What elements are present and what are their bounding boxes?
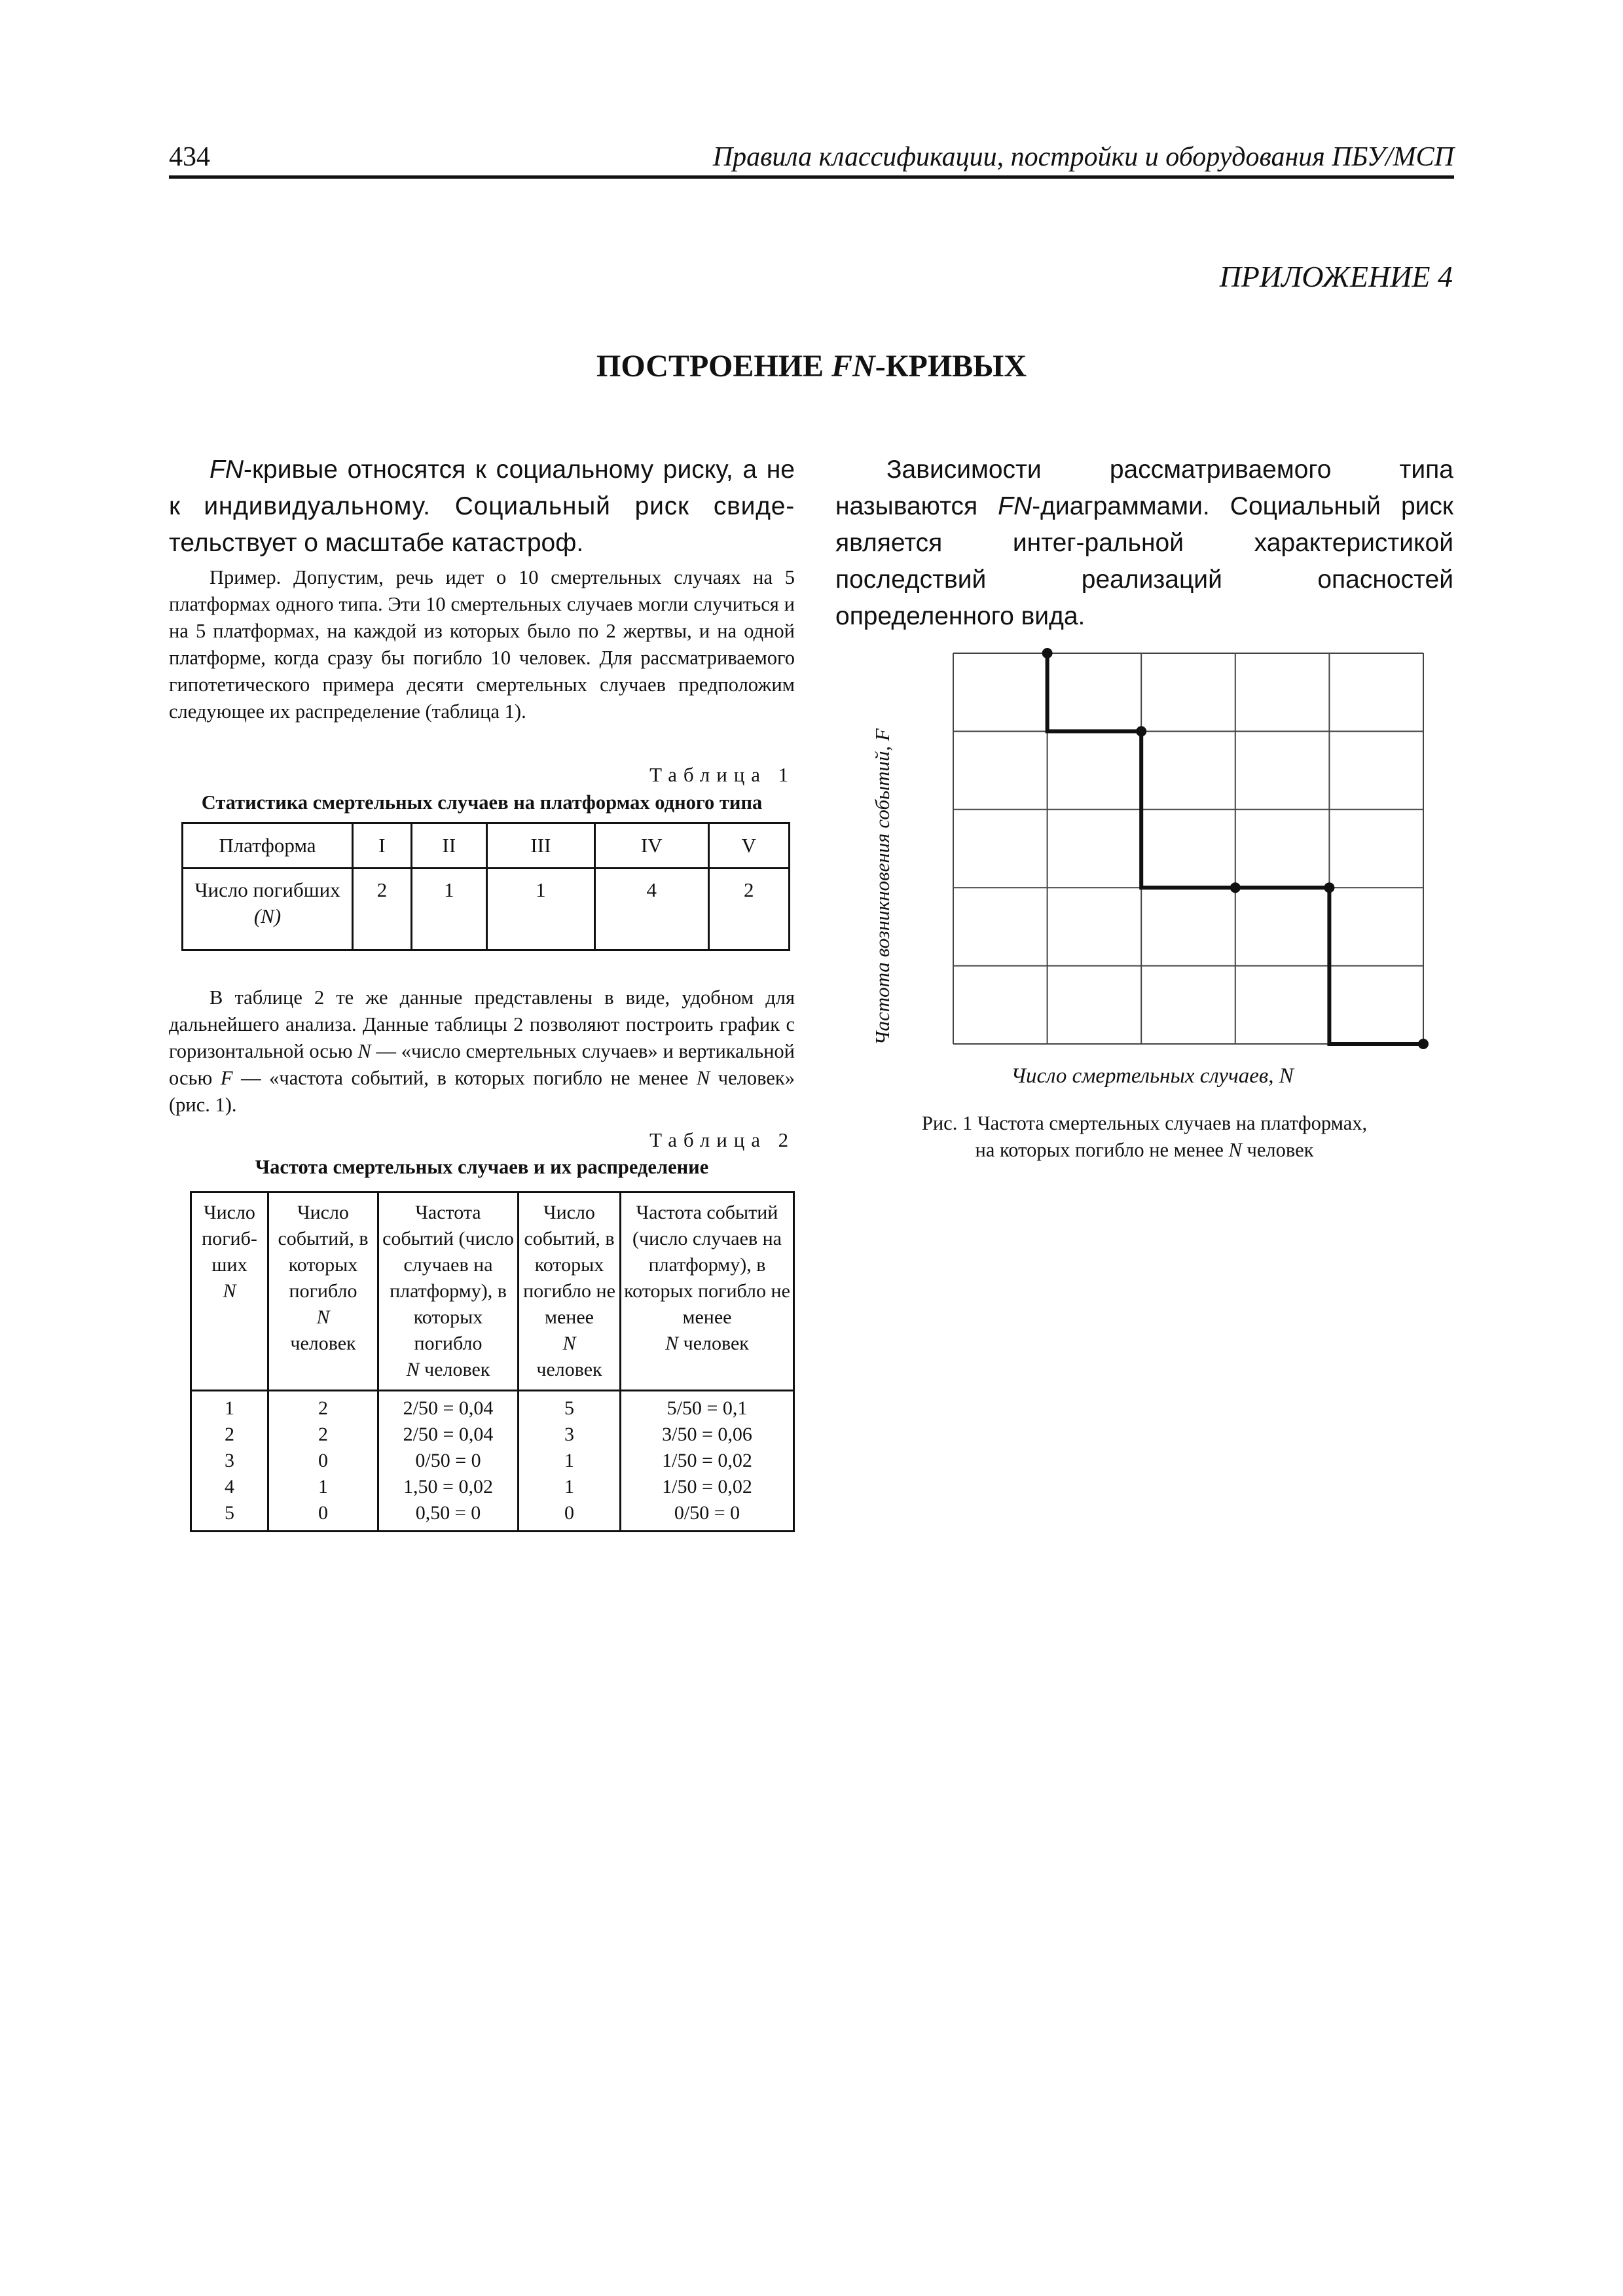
table-cell: Платформа <box>183 823 353 869</box>
table1-caption: Статистика смертельных случаев на платформах одного типа <box>201 791 763 814</box>
table-cell: 1 <box>486 869 594 950</box>
cap-t3: человек <box>1241 1139 1314 1161</box>
p2-f: F <box>220 1067 233 1089</box>
intro-text-2: индивидуальному. Социальный риск свиде- <box>204 492 795 520</box>
header-rule <box>169 175 1454 179</box>
running-title: Правила классификации, постройки и оборудования ПБУ/МСП <box>712 142 1454 172</box>
table-cell: I <box>353 823 412 869</box>
table-cell <box>183 869 353 950</box>
hdr-text: Число погиб- ших <box>202 1202 257 1276</box>
col-events: 2 2 0 1 0 <box>268 1391 378 1532</box>
table-cell: 1 <box>411 869 486 950</box>
p2-n2: N <box>696 1067 710 1089</box>
rp-t1: Зависимости рассматриваемого типа называются <box>835 456 1453 520</box>
hdr-n: N <box>223 1280 236 1302</box>
table2-caption: Частота смертельных случаев и их распределение <box>255 1156 709 1178</box>
table-cell: 4 <box>594 869 708 950</box>
hdr-text: человек <box>683 1333 749 1354</box>
hdr-text: Число событий, в которых погибло не менее <box>523 1202 615 1328</box>
p2-n: N <box>357 1040 371 1062</box>
hdr-text: человек <box>290 1333 356 1354</box>
hdr-n: N <box>316 1306 330 1328</box>
col-frequency: 2/50 = 0,04 2/50 = 0,04 0/50 = 0 1,50 = 0,02 0,50 = 0 <box>378 1391 519 1532</box>
table-header-row <box>191 1193 794 1391</box>
col-n: 1 2 3 4 5 <box>191 1391 268 1532</box>
table-header-cell <box>621 1193 794 1391</box>
table2 <box>190 1191 795 1532</box>
table-cell: II <box>411 823 486 869</box>
table-header-cell <box>268 1193 378 1391</box>
y-axis-label: Частота возникновения событий, F <box>871 728 894 1045</box>
hdr-text: Частота событий (число случаев на платформу), в которых погибло <box>382 1202 514 1354</box>
table1 <box>181 822 790 951</box>
intro-text-1: -кривые относятся к социальному риску, а не к <box>169 456 795 520</box>
p2-t3: — «частота событий, в которых погибло не менее <box>232 1067 697 1089</box>
title-suffix: -КРИВЫХ <box>875 349 1027 384</box>
example-paragraph: Пример. Допустим, речь идет о 10 смертельных случаях на 5 платформах одного типа. Эти 10 смертельных случаев могли случиться и на 5 платформах, на каждой из которых было по 2 жертвы, и на одной платформе, когда сразу бы погибло 10 человек. Для рассматриваемого гипотетического примера десяти смертельных случаев предположим следующее их распределение (таблица 1). <box>169 566 795 723</box>
table-body-row <box>191 1391 794 1532</box>
x-axis-label: Число смертельных случаев, N <box>1011 1064 1294 1088</box>
table-header-cell <box>378 1193 519 1391</box>
data-point <box>1136 726 1146 736</box>
title-italic: FN <box>831 349 875 384</box>
cap-n: N <box>1228 1139 1242 1161</box>
intro-fn: FN <box>210 456 244 484</box>
title-prefix: ПОСТРОЕНИЕ <box>596 349 832 384</box>
table-cell: IV <box>594 823 708 869</box>
p2-t2: — «число смертельных случаев» и вертикальной осью <box>169 1040 795 1089</box>
hdr-text: Частота событий (число случаев на платформу), в которых погибло не менее <box>624 1202 790 1328</box>
hdr-text: человек <box>536 1359 602 1380</box>
row-header-text: Число погибших <box>194 878 340 901</box>
fn-curve-chart <box>864 641 1453 1113</box>
table-header-cell <box>191 1193 268 1391</box>
hdr-n: N <box>562 1333 576 1354</box>
data-point <box>1324 882 1334 893</box>
intro-text-3: тельствует о масштабе катастроф. <box>169 529 584 557</box>
page-number: 434 <box>169 142 210 172</box>
table-cell: 2 <box>708 869 789 950</box>
figure-caption <box>835 1110 1453 1164</box>
chart-grid <box>953 653 1423 1044</box>
hdr-n: N <box>665 1333 679 1354</box>
table-header-cell <box>519 1193 621 1391</box>
p2-t1: В таблице 2 те же данные представлены в виде, удобном для дальнейшего анализа. Данные таблицы 2 позволяют построить график с горизонтальной осью <box>169 986 795 1062</box>
col-frequency-cumulative: 5/50 = 0,1 3/50 = 0,06 1/50 = 0,02 1/50 = 0,02 0/50 = 0 <box>621 1391 794 1532</box>
hdr-n: N <box>406 1359 420 1380</box>
hdr-text: человек <box>424 1359 490 1380</box>
table2-label: Таблица 2 <box>649 1128 795 1151</box>
table-row <box>183 869 790 950</box>
page-title <box>0 348 1623 384</box>
table-cell: III <box>486 823 594 869</box>
data-point <box>1042 648 1053 658</box>
table-row <box>183 823 790 869</box>
table-cell: 2 <box>353 869 412 950</box>
cap-t1: Рис. 1 Частота смертельных случаев на платформах, <box>921 1112 1368 1134</box>
table2-intro-paragraph <box>169 984 795 1119</box>
col-events-cumulative: 5 3 1 1 0 <box>519 1391 621 1532</box>
rp-t2: -диаграммами. Социальный риск является интег-ральной характеристикой последствий реализаций опасностей определенного вида. <box>835 492 1453 630</box>
cap-t2: на которых погибло не менее <box>975 1139 1229 1161</box>
intro-paragraph <box>169 452 795 562</box>
data-point <box>1230 882 1241 893</box>
appendix-label: ПРИЛОЖЕНИЕ 4 <box>1219 260 1453 293</box>
rp-fn: FN <box>998 492 1032 520</box>
p2-t4: человек» (рис. 1). <box>169 1067 795 1116</box>
hdr-text: Число событий, в которых погибло <box>278 1202 369 1302</box>
fn-diagram-paragraph <box>835 452 1453 635</box>
table1-label: Таблица 1 <box>649 763 795 786</box>
table-cell: V <box>708 823 789 869</box>
row-header-n: (N) <box>253 905 282 927</box>
data-point <box>1418 1039 1429 1049</box>
